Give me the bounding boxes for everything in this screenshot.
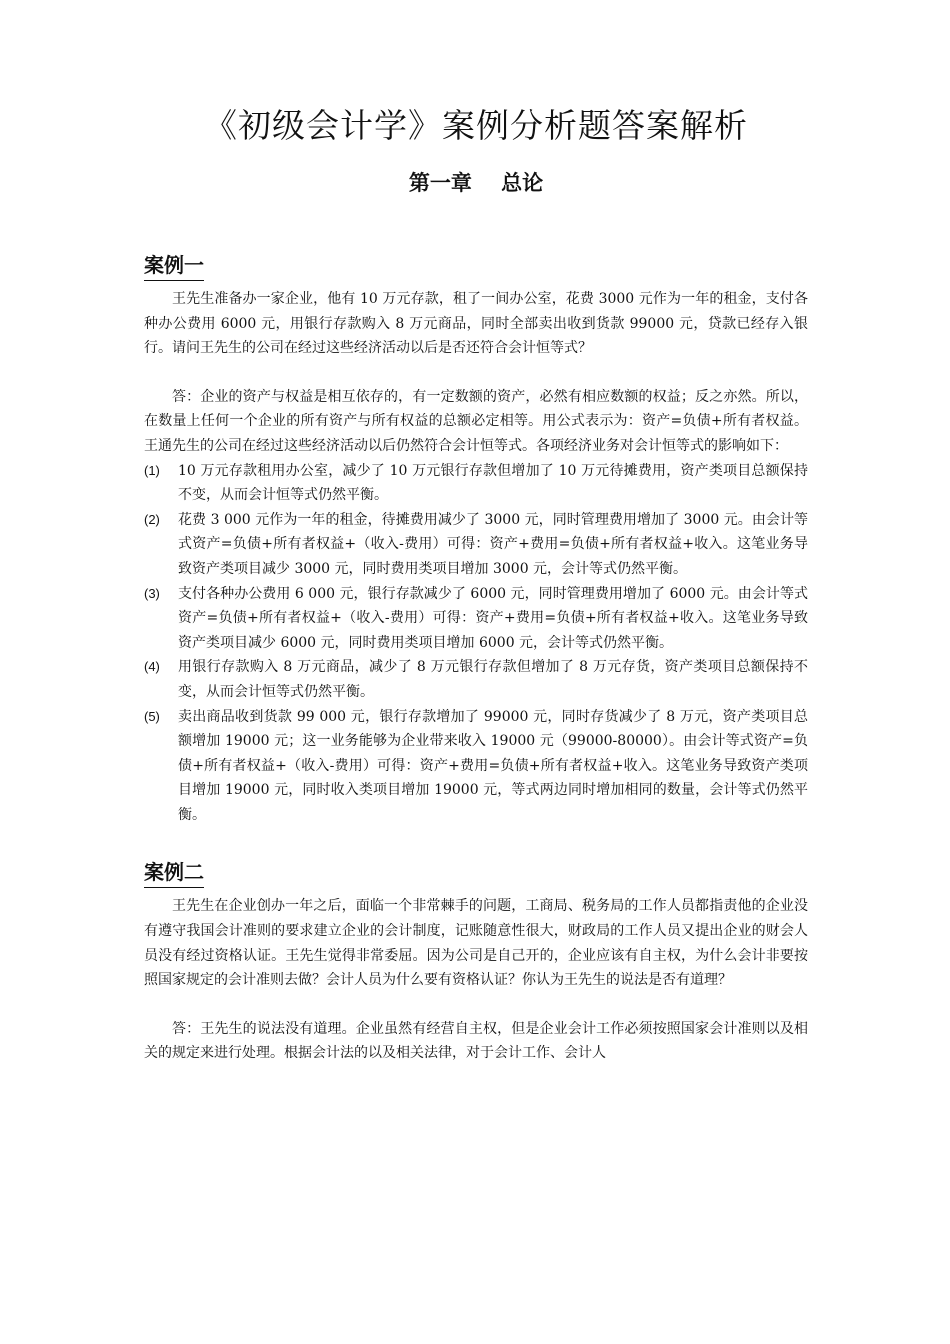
case-one-answer-intro: 答：企业的资产与权益是相互依存的，有一定数额的资产，必然有相应数额的权益；反之亦然。所以，在数量上任何一个企业的所有资产与所有权益的总额必定相等。用公式表示为：资产=负债+所有者权益。王通先生的公司在经过这些经济活动以后仍然符合会计恒等式。各项经济业务对会计恒等式的影响如下： bbox=[144, 388, 808, 454]
list-item-text: 10 万元存款租用办公室，减少了 10 万元银行存款但增加了 10 万元待摊费用，资产类项目总额保持不变，从而会计恒等式仍然平衡。 bbox=[178, 462, 808, 504]
list-item-number: (1) bbox=[144, 462, 160, 478]
list-item-number: (5) bbox=[144, 708, 160, 724]
case-two-answer-intro: 答：王先生的说法没有道理。企业虽然有经营自主权，但是企业会计工作必须按照国家会计准则以及相关的规定来进行处理。根据会计法的以及相关法律，对于会计工作、会计人 bbox=[144, 1020, 808, 1062]
case-two-question: 王先生在企业创办一年之后，面临一个非常棘手的问题，工商局、税务局的工作人员都指责他的企业没有遵守我国会计准则的要求建立企业的会计制度，记账随意性很大，财政局的工作人员又提出企业的财会人员没有经过资格认证。王先生觉得非常委屈。因为公司是自己开的，企业应该有自主权，为什么会计非要按照国家规定的会计准则去做？会计人员为什么要有资格认证？你认为王先生的说法是否有道理？ bbox=[144, 898, 808, 989]
answer-list-item bbox=[144, 582, 808, 656]
case-one-answer-list bbox=[144, 459, 808, 828]
list-item-number: (3) bbox=[144, 585, 160, 601]
list-item-text: 用银行存款购入 8 万元商品，减少了 8 万元银行存款但增加了 8 万元存货，资产类项目总额保持不变，从而会计恒等式仍然平衡。 bbox=[178, 659, 808, 700]
document-page bbox=[144, 100, 808, 1066]
document-title: 《初级会计学》案例分析题答案解析 bbox=[204, 106, 748, 145]
list-item-text: 支付各种办公费用 6 000 元，银行存款减少了 6000 元，同时管理费用增加了 6000 元。由会计等式资产=负债+所有者权益+（收入-费用）可得：资产+费用=负债+所有者权益+收入。这笔业务导致资产类项目减少 6000 元，同时费用类项目增加 6000 元，会计等式仍然平衡。 bbox=[178, 585, 808, 651]
chapter-title: 第一章 总论 bbox=[408, 171, 544, 195]
case-two-heading: 案例二 bbox=[144, 857, 204, 888]
list-item-number: (4) bbox=[144, 659, 160, 675]
list-item-text: 卖出商品收到货款 99 000 元，银行存款增加了 99000 元，同时存货减少了 8 万元，资产类项目总额增加 19000 元；这一业务能够为企业带来收入 19000 元（99000-80000）。由会计等式资产=负债+所有者权益+（收入-费用）可得：资产+费用=负债+所有者权益+收入。这笔业务导致资产类项目增加 19000 元，同时收入类项目增加 19000 元，等式两边同时增加相同的数量，会计等式仍然平衡。 bbox=[178, 708, 808, 823]
list-item-number: (2) bbox=[144, 511, 160, 527]
case-one-question: 王先生准备办一家企业，他有 10 万元存款，租了一间办公室，花费 3000 元作为一年的租金，支付各种办公费用 6000 元，用银行存款购入 8 万元商品，同时全部卖出收到货款 99000 元，贷款已经存入银行。请问王先生的公司在经过这些经济活动以后是否还符合会计恒等式？ bbox=[144, 291, 808, 357]
case-one-heading: 案例一 bbox=[144, 250, 204, 281]
answer-list-item bbox=[144, 655, 808, 704]
list-item-text: 花费 3 000 元作为一年的租金，待摊费用减少了 3000 元，同时管理费用增加了 3000 元。由会计等式资产=负债+所有者权益+（收入-费用）可得：资产+费用=负债+所有者权益+收入。这笔业务导致资产类项目减少 3000 元，同时费用类项目增加 3000 元，会计等式仍然平衡。 bbox=[178, 511, 808, 577]
answer-list-item bbox=[144, 705, 808, 828]
case-one-section bbox=[144, 250, 808, 827]
answer-list-item bbox=[144, 459, 808, 508]
case-two-section bbox=[144, 857, 808, 1066]
answer-list-item bbox=[144, 508, 808, 582]
